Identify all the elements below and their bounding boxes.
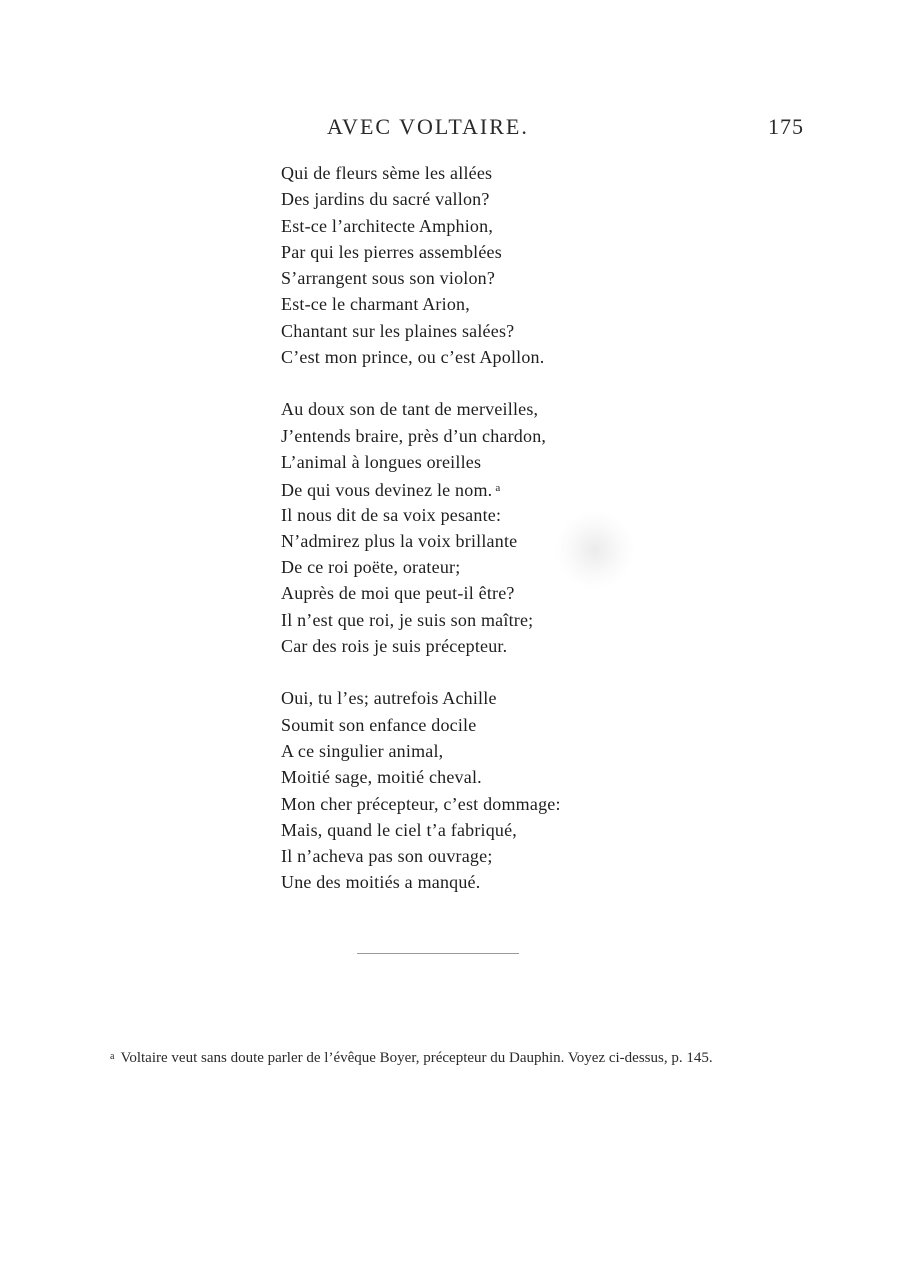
poem-line: N’admirez plus la voix brillante — [281, 530, 518, 551]
stanza-2 — [281, 396, 701, 659]
poem-line: Moitié sage, moitié cheval. — [281, 767, 482, 788]
poem-line: Car des rois je suis précepteur. — [281, 636, 508, 657]
poem-line: Il n’est que roi, je suis son maître; — [281, 609, 534, 630]
poem-line: Par qui les pierres assemblées — [281, 241, 502, 262]
poem-line: C’est mon prince, ou c’est Apollon. — [281, 347, 545, 368]
poem — [281, 160, 701, 896]
footnote-marker: a — [110, 1051, 115, 1062]
poem-line: Est-ce l’architecte Amphion, — [281, 215, 494, 236]
footnote — [83, 1043, 808, 1072]
poem-line: Est-ce le charmant Arion, — [281, 294, 470, 315]
poem-line: S’arrangent sous son violon? — [281, 268, 496, 289]
poem-line: Au doux son de tant de merveilles, — [281, 399, 539, 420]
poem-line: Il nous dit de sa voix pesante: — [281, 504, 502, 525]
poem-line: Oui, tu l’es; autrefois Achille — [281, 688, 497, 709]
poem-line: L’animal à longues oreilles — [281, 451, 482, 472]
page-number: 175 — [768, 114, 804, 139]
poem-line: Chantant sur les plaines salées? — [281, 320, 515, 341]
running-head: AVEC VOLTAIRE. — [327, 114, 529, 139]
poem-line: Auprès de moi que peut-il être? — [281, 583, 515, 604]
poem-line: De ce roi poëte, orateur; — [281, 557, 461, 578]
section-divider — [357, 953, 519, 954]
poem-line: Des jardins du sacré vallon? — [281, 189, 490, 210]
poem-line: Soumit son enfance docile — [281, 714, 477, 735]
poem-line: Qui de fleurs sème les allées — [281, 163, 493, 183]
poem-line: J’entends braire, près d’un chardon, — [281, 425, 547, 446]
poem-line: A ce singulier animal, — [281, 740, 444, 761]
poem-line: Mais, quand le ciel t’a fabriqué, — [281, 819, 518, 840]
poem-line-with-note — [281, 475, 701, 501]
footnote-text: Voltaire veut sans doute parler de l’évêque Boyer, précepteur du Dauphin. Voyez ci-dessus, p. 145. — [120, 1050, 713, 1066]
stanza-1 — [281, 160, 701, 370]
stanza-3 — [281, 685, 701, 895]
poem-line-text: De qui vous devinez le nom. — [281, 480, 493, 501]
poem-line: Mon cher précepteur, c’est dommage: — [281, 793, 561, 814]
poem-line: Il n’acheva pas son ouvrage; — [281, 846, 493, 867]
footnote-reference: a — [495, 482, 501, 495]
poem-line: Une des moitiés a manqué. — [281, 872, 481, 893]
